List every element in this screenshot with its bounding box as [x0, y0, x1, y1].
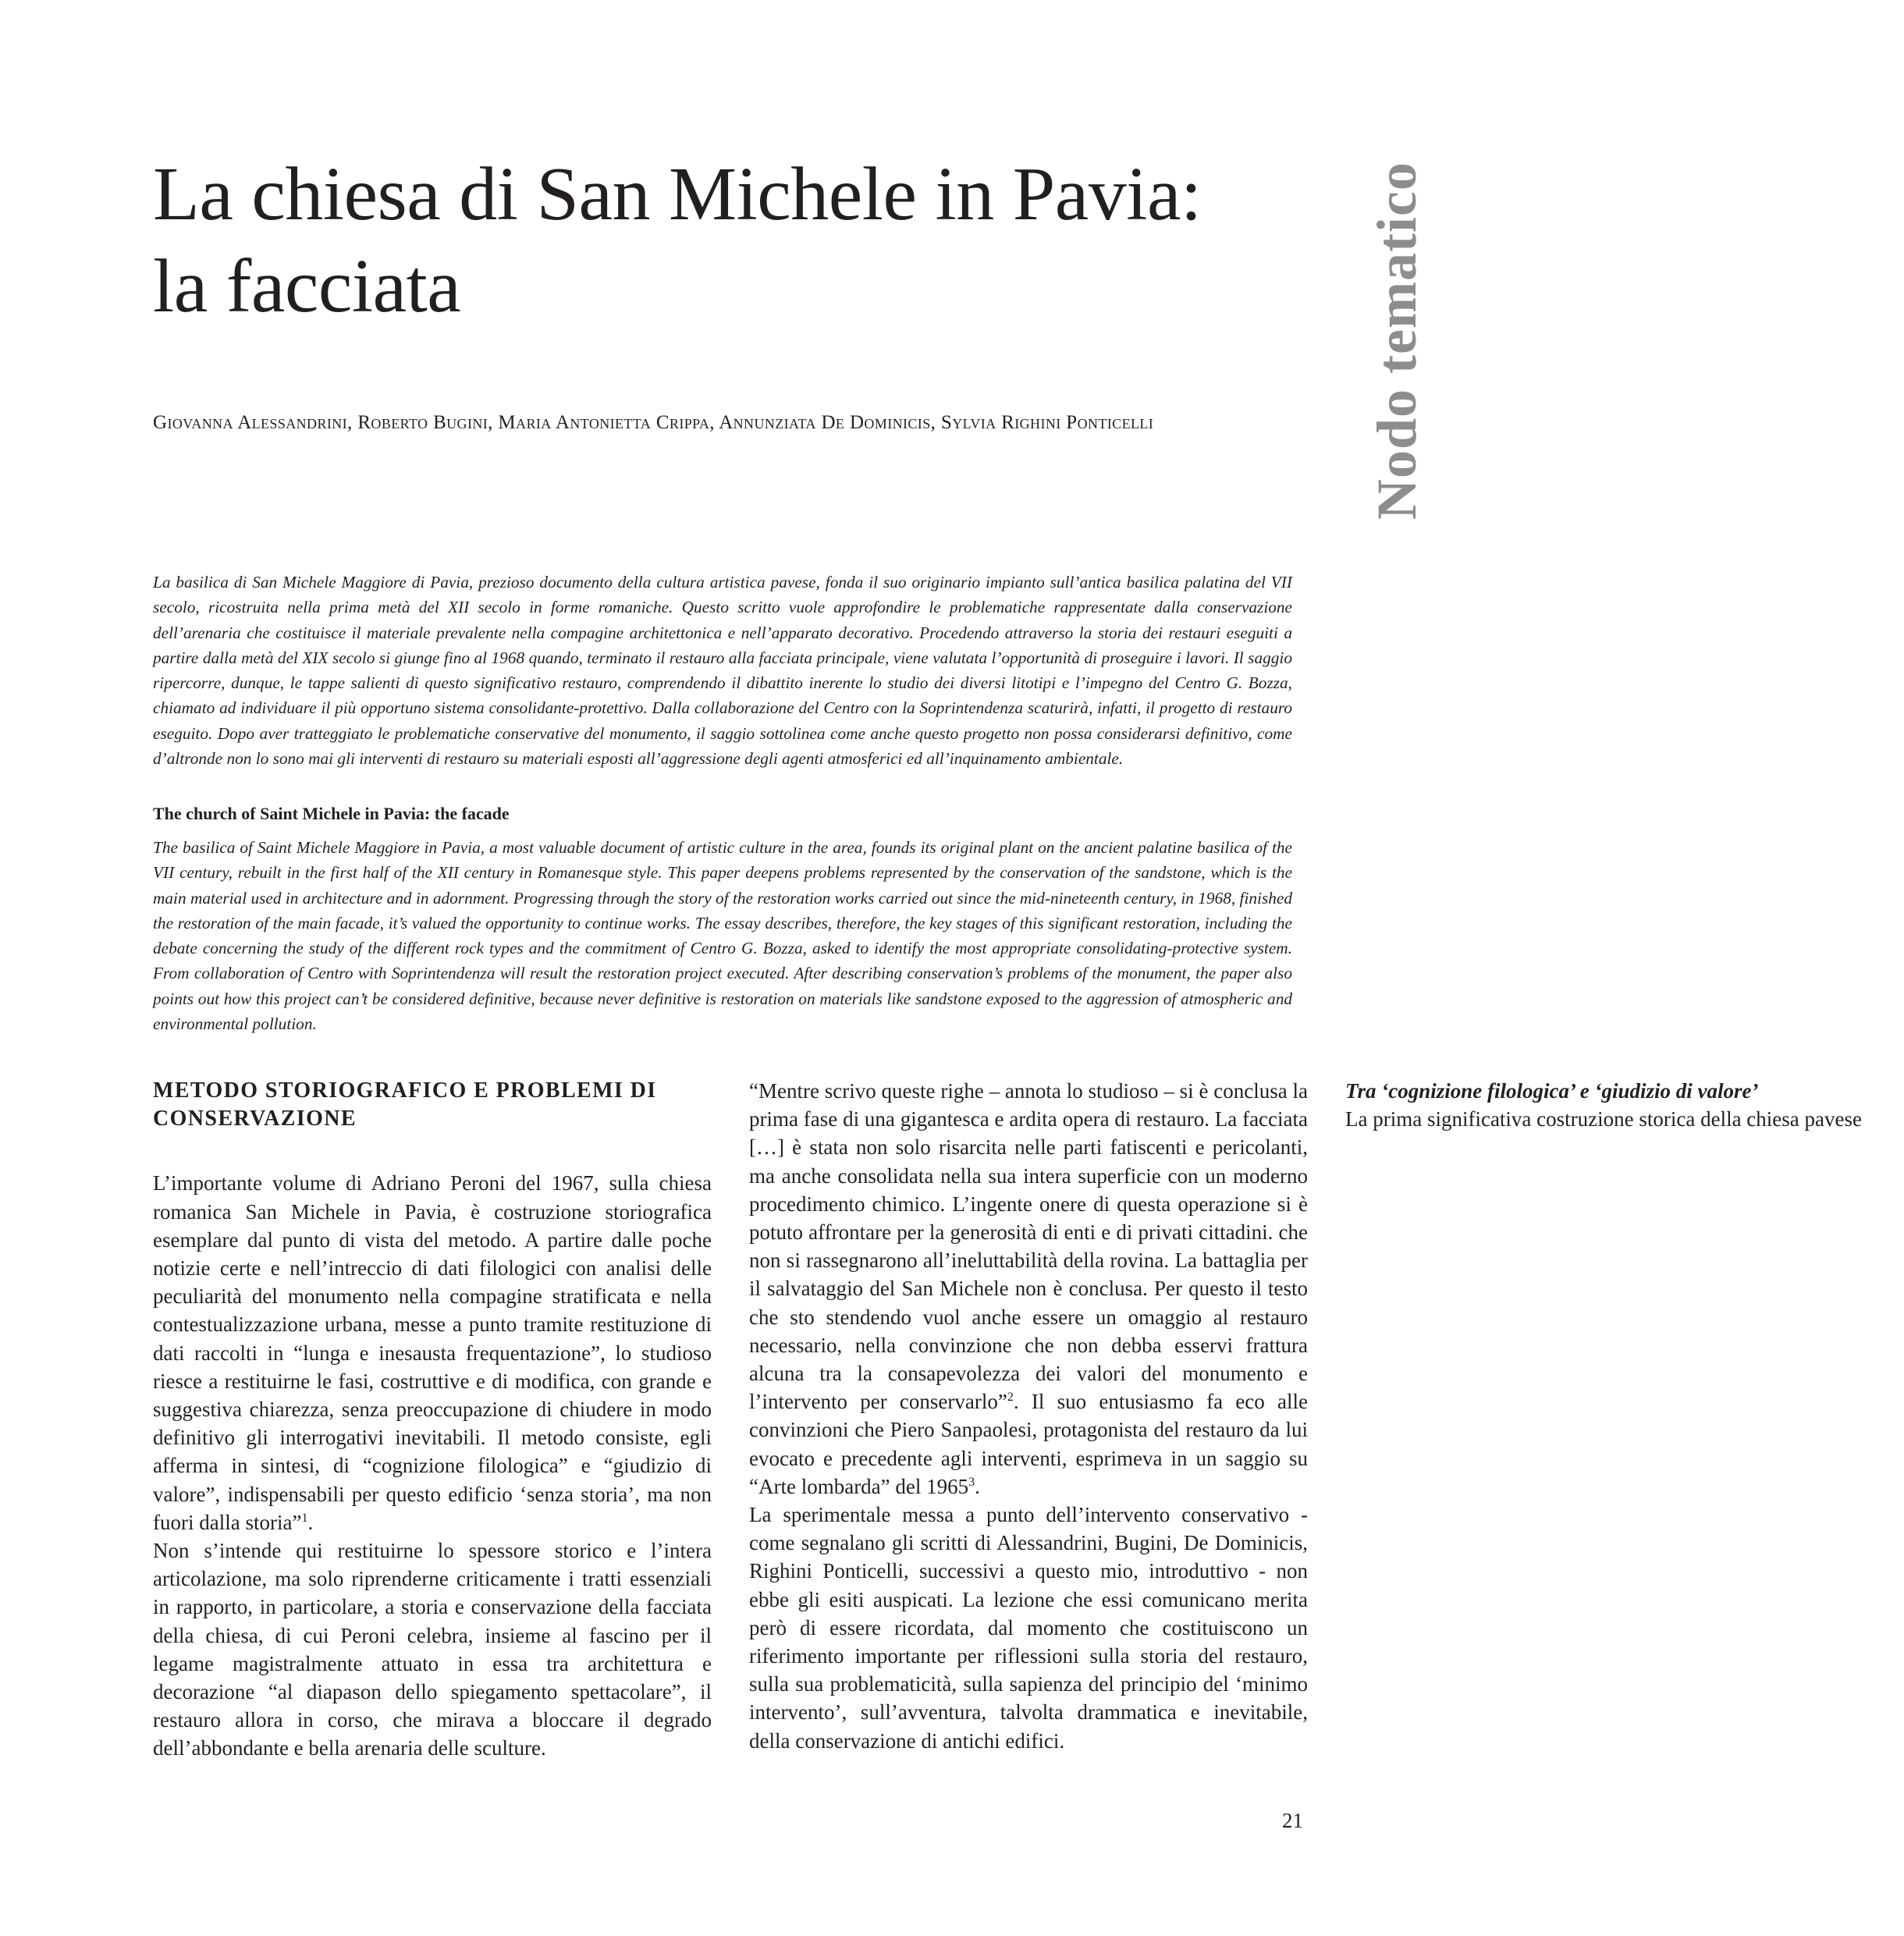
paragraph-2: Non s’intende qui restituirne lo spessore storico e l’intera articolazione, ma solo riprenderne criticamente i tratti essenziali in rapporto, in particolare, a storia e conservazione della facciata della chiesa, di cui Peroni celebra, insieme al fascino per il legame magistralmente attuato in essa tra architettura e decorazione “al diapason dello spiegamento spettacolare”, il restauro allora in corso, che mirava a bloccare il degrado dell’abbondante e bella arenaria delle sculture. [153, 1539, 712, 1760]
footnote-ref-2[interactable]: 2 [1007, 1391, 1014, 1405]
paragraph-5: La prima significativa costruzione storica della chiesa pavese [1345, 1107, 1862, 1131]
abstract-english: The basilica of Saint Michele Maggiore in Pavia, a most valuable document of artistic culture in the area, founds its original plant on the ancient palatine basilica of the VII century, rebuilt in the first half of the XII century in Romanesque style. This paper deepens problems represented by the conservation of the sandstone, which is the main material used in architecture and in adornment. Progressing through the story of the restoration works carried out since the mid-nineteenth century, in 1968, finished the restoration of the main facade, it’s valued the opportunity to continue works. The essay describes, therefore, the key stages of this significant restoration, including the debate concerning the study of the different rock types and the commitment of Centro G. Bozza, asked to identify the most appropriate consolidating-protective system. From collaboration of Centro with Soprintendenza will result the restoration project executed. After describing conservation’s problems of the monument, the paper also points out how this project can’t be considered definitive, because never definitive is restoration on materials like sandstone exposed to the aggression of atmospheric and environmental pollution. [153, 838, 1292, 1034]
paragraph-1: L’importante volume di Adriano Peroni del 1967, sulla chiesa romanica San Michele in Pavia, è costruzione storiografica esemplare dal punto di vista del metodo. A partire dalle poche notizie certe e nell’intreccio di dati filologici con analisi delle peculiarità del monumento nella compagine stratificata e nella contestualizzazione urbana, messe a punto tramite restituzione di dati raccolti in “lunga e inesausta frequentazione”, lo studioso riesce a restituirne le fasi, costruttive e di modifica, con grande e suggestiva chiarezza, senza preoccupazione di chiudere in modo definitivo gli interrogativi inevitabili. Il metodo consiste, egli afferma in sintesi, di “cognizione filologica” e “giudizio di valore”, indispensabili per questo edificio ‘senza storia’, ma non fuori dalla storia”$^1$. [153, 1171, 712, 1534]
title-line-1: La chiesa di San Michele in Pavia: [153, 152, 1202, 236]
authors-line: Giovanna Alessandrini, Roberto Bugini, Maria Antonietta Crippa, Annunziata De Dominicis, Sylvia Righini Ponticelli [153, 412, 1154, 433]
page-number: 21 [1282, 1809, 1303, 1832]
footnote-ref-1[interactable]: 1 [301, 1511, 308, 1525]
subsection-heading: Tra ‘cognizione filologica’ e ‘giudizio di valore’ [1345, 1079, 1759, 1103]
abstract-italian: La basilica di San Michele Maggiore di Pavia, prezioso documento della cultura artistica pavese, fonda il suo originario impianto sull’antica basilica palatina del VII secolo, ricostruita nella prima metà del XII secolo in forme romaniche. Questo scritto vuole approfondire le problematiche rappresentate dalla conservazione dell’arenaria che costituisce il materiale prevalente nella compagine architettonica e nell’apparato decorativo. Procedendo attraverso la storia dei restauri eseguiti a partire dalla metà del XIX secolo si giunge fino al 1968 quando, terminato il restauro alla facciata principale, viene valutata l’opportunità di proseguire i lavori. Il saggio ripercorre, dunque, le tappe salienti di questo significativo restauro, comprendendo il dibattito inerente lo studio dei diversi litotipi e l’impegno del Centro G. Bozza, chiamato ad individuare il più opportuno sistema consolidante-protettivo. Dalla collaborazione del Centro con la Soprintendenza scaturirà, infatti, il progetto di restauro eseguito. Dopo aver tratteggiato le problematiche conservative del monumento, il saggio sottolinea come anche questo progetto non possa considerarsi definitivo, come d’altronde non lo sono mai gli interventi di restauro su materiali esposti all’aggressione degli agenti atmosferici ed all’inquinamento ambientale. [153, 573, 1292, 769]
section-heading: METODO STORIOGRAFICO E PROBLEMI DI CONSERVAZIONE [153, 1078, 657, 1131]
paragraph-4: La sperimentale messa a punto dell’intervento conservativo - come segnalano gli scritti di Alessandrini, Bugini, De Dominicis, Righini Ponticelli, successivi a questo mio, introduttivo - non ebbe gli esiti auspicati. La lezione che essi comunicano merita però di essere ricordata, dal momento che costituiscono un riferimento importante per riflessioni sulla storia del restauro, sulla sua problematicità, sulla sapienza del principio del ‘minimo intervento’, sull’avventura, talvolta drammatica e inevitabile, della conservazione di antichi edifici. [749, 1503, 1308, 1753]
paragraph-3-text: “Mentre scrivo queste righe – annota lo studioso – si è conclusa la prima fase di una gigantesca e ardita opera di restauro. La facciata […] è stata non solo risarcita nelle parti fatiscenti e pericolanti, ma anche consolidata nella sua intera superficie con un moderno procedimento chimico. L’ingente onere di questa operazione si è potuto affrontare per la generosità di enti e di privati cittadini. che non si rassegnarono all’ineluttabilità della rovina. La battaglia per il salvataggio del San Michele non è conclusa. Per questo il testo che sto stendendo vuol anche essere un omaggio al restauro necessario, nella convinzione che non debba esservi frattura alcuna tra la consapevolezza dei valori del monumento e l’intervento per conservarlo” [749, 1079, 1308, 1414]
paragraph-1-text: L’importante volume di Adriano Peroni del 1967, sulla chiesa romanica San Michele in Pavia, è costruzione storiografica esemplare dal punto di vista del metodo. A partire dalle poche notizie certe e nell’intreccio di dati filologici con analisi delle peculiarità del monumento nella compagine stratificata e nella contestualizzazione urbana, messe a punto tramite restituzione di dati raccolti in “lunga e inesausta frequentazione”, lo studioso riesce a restituirne le fasi, costruttive e di modifica, con grande e suggestiva chiarezza, senza preoccupazione di chiudere in modo definitivo gli interrogativi inevitabili. Il metodo consiste, egli afferma in sintesi, di “cognizione filologica” e “giudizio di valore”, indispensabili per questo edificio ‘senza storia’, ma non fuori dalla storia” [153, 1171, 712, 1534]
section-label: Nodo tematico [1366, 162, 1428, 520]
paragraph-3: “Mentre scrivo queste righe – annota lo studioso – si è conclusa la prima fase di una gigantesca e ardita opera di restauro. La facciata […] è stata non solo risarcita nelle parti fatiscenti e pericolanti, ma anche consolidata nella sua intera superficie con un moderno procedimento chimico. L’ingente onere di questa operazione si è potuto affrontare per la generosità di enti e di privati cittadini. che non si rassegnarono all’ineluttabilità della rovina. La battaglia per il salvataggio del San Michele non è conclusa. Per questo il testo che sto stendendo vuol anche essere un omaggio al restauro necessario, nella convinzione che non debba esservi frattura alcuna tra la consapevolezza dei valori del monumento e l’intervento per conservarlo”$^2$. Il suo entusiasmo fa eco alle convinzioni che Piero Sanpaolesi, protagonista del restauro da lui evocato e precedente agli interventi, esprimeva in un saggio su “Arte lombarda” del 1965$^3$. [749, 1079, 1308, 1498]
body-text-flow [153, 1077, 1862, 1779]
page-title [153, 148, 1323, 332]
footnote-ref-3[interactable]: 3 [968, 1475, 975, 1489]
title-line-2: la facciata [153, 244, 461, 329]
abstract-english-title: The church of Saint Michele in Pavia: the facade [153, 804, 510, 823]
